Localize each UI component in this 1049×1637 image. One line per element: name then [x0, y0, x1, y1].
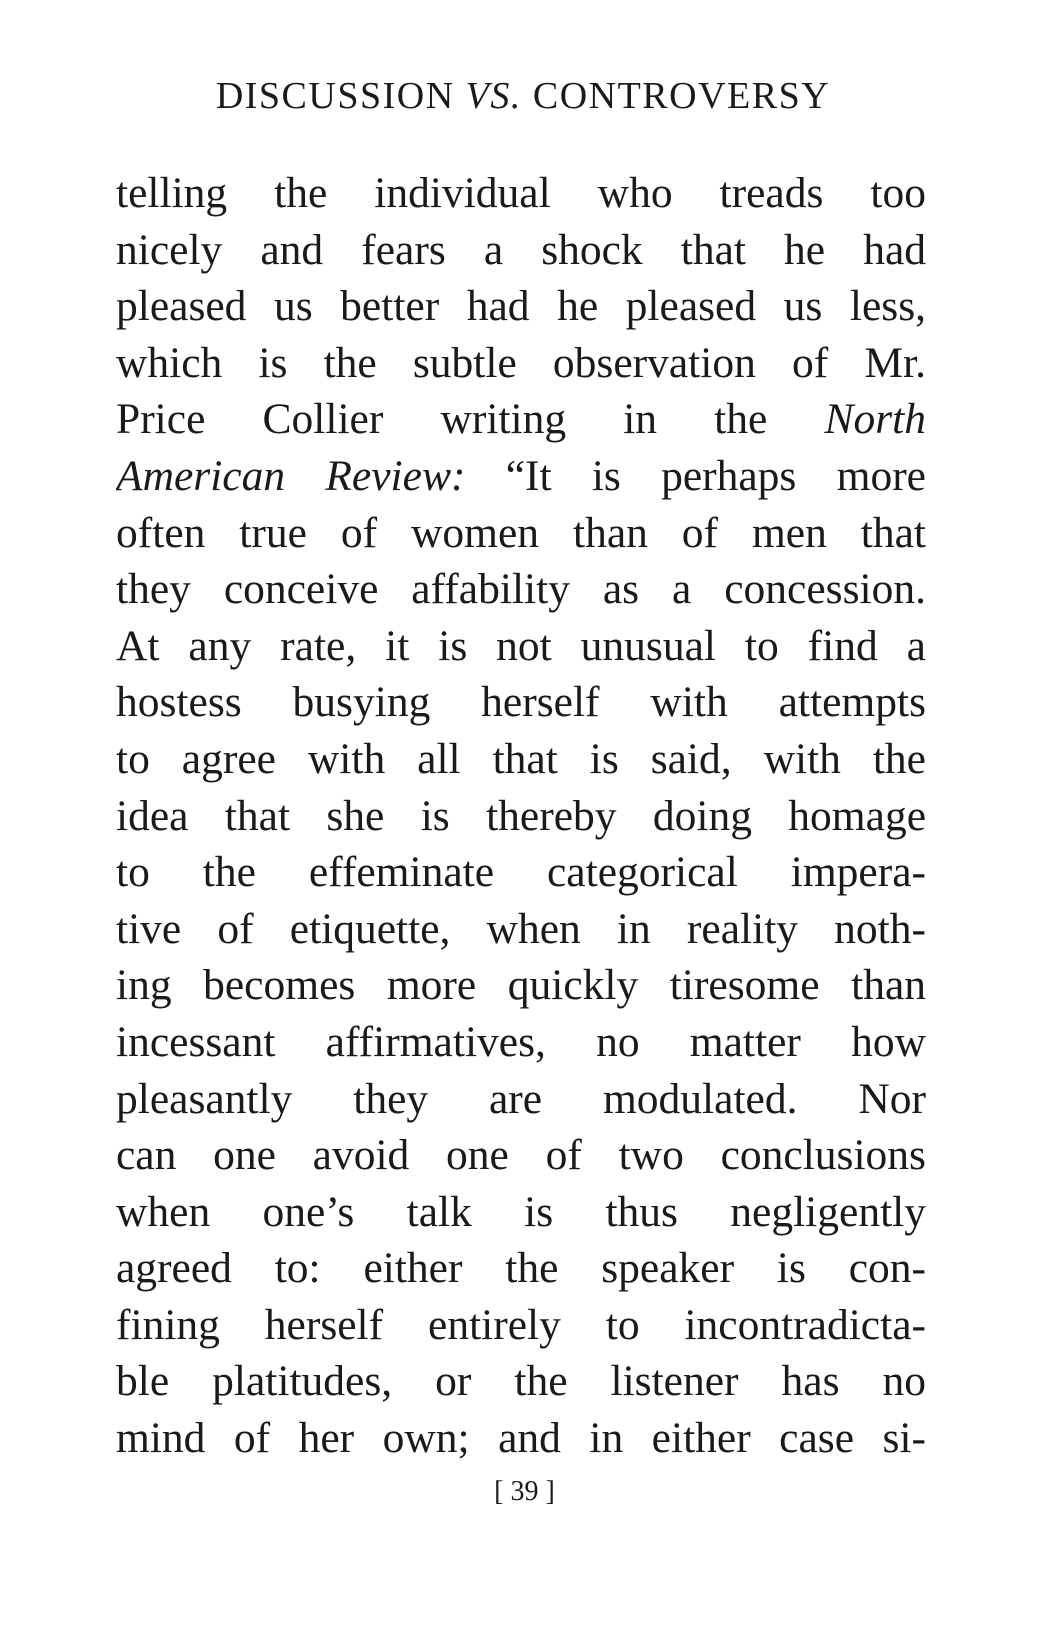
running-head-part-3: CONTROVERSY: [521, 75, 831, 117]
text-line: to the effeminate categorical impera-: [116, 848, 926, 897]
italic-title-north: North: [824, 395, 926, 444]
text-segment: “It is perhaps more: [465, 451, 926, 500]
text-line: hostess busying herself with attempts: [116, 678, 926, 727]
text-line: telling the individual who treads too: [116, 169, 926, 217]
text-line: to agree with all that is said, with the: [116, 734, 926, 783]
text-line: when one’s talk is thus negligently: [116, 1187, 926, 1236]
page-number: [ 39 ]: [494, 1476, 555, 1507]
text-segment: Price Collier writing in the: [116, 395, 825, 444]
text-line-mixed: [116, 448, 926, 505]
text-line: agreed to: either the speaker is con-: [116, 1244, 926, 1293]
italic-title-american-review: American Review:: [116, 451, 466, 500]
text-line: tive of etiquette, when in reality noth-: [116, 904, 926, 953]
running-head-versus: VS.: [465, 75, 522, 117]
text-line: nicely and fears a shock that he had: [116, 225, 926, 274]
text-line: often true of women than of men that: [116, 508, 926, 557]
text-line: they conceive affability as a concession.: [116, 565, 926, 614]
running-head-part-1: DISCUSSION: [215, 75, 466, 117]
text-line: pleasantly they are modulated. Nor: [116, 1074, 926, 1123]
text-line-mixed: [116, 391, 926, 448]
text-line: incessant affirmatives, no matter how: [116, 1017, 926, 1066]
text-line: pleased us better had he pleased us less,: [116, 282, 926, 331]
running-head: [118, 72, 928, 120]
text-line: fining herself entirely to incontradicta-: [116, 1300, 926, 1349]
text-line: which is the subtle observation of Mr.: [116, 338, 926, 387]
text-line: idea that she is thereby doing homage: [116, 791, 926, 840]
text-line: ing becomes more quickly tiresome than: [116, 961, 926, 1010]
text-line: ble platitudes, or the listener has no: [116, 1357, 926, 1406]
body-text: [116, 165, 926, 1467]
text-line: mind of her own; and in either case si-: [116, 1414, 926, 1463]
text-line: can one avoid one of two conclusions: [116, 1131, 926, 1180]
text-line: At any rate, it is not unusual to find a: [116, 621, 926, 670]
